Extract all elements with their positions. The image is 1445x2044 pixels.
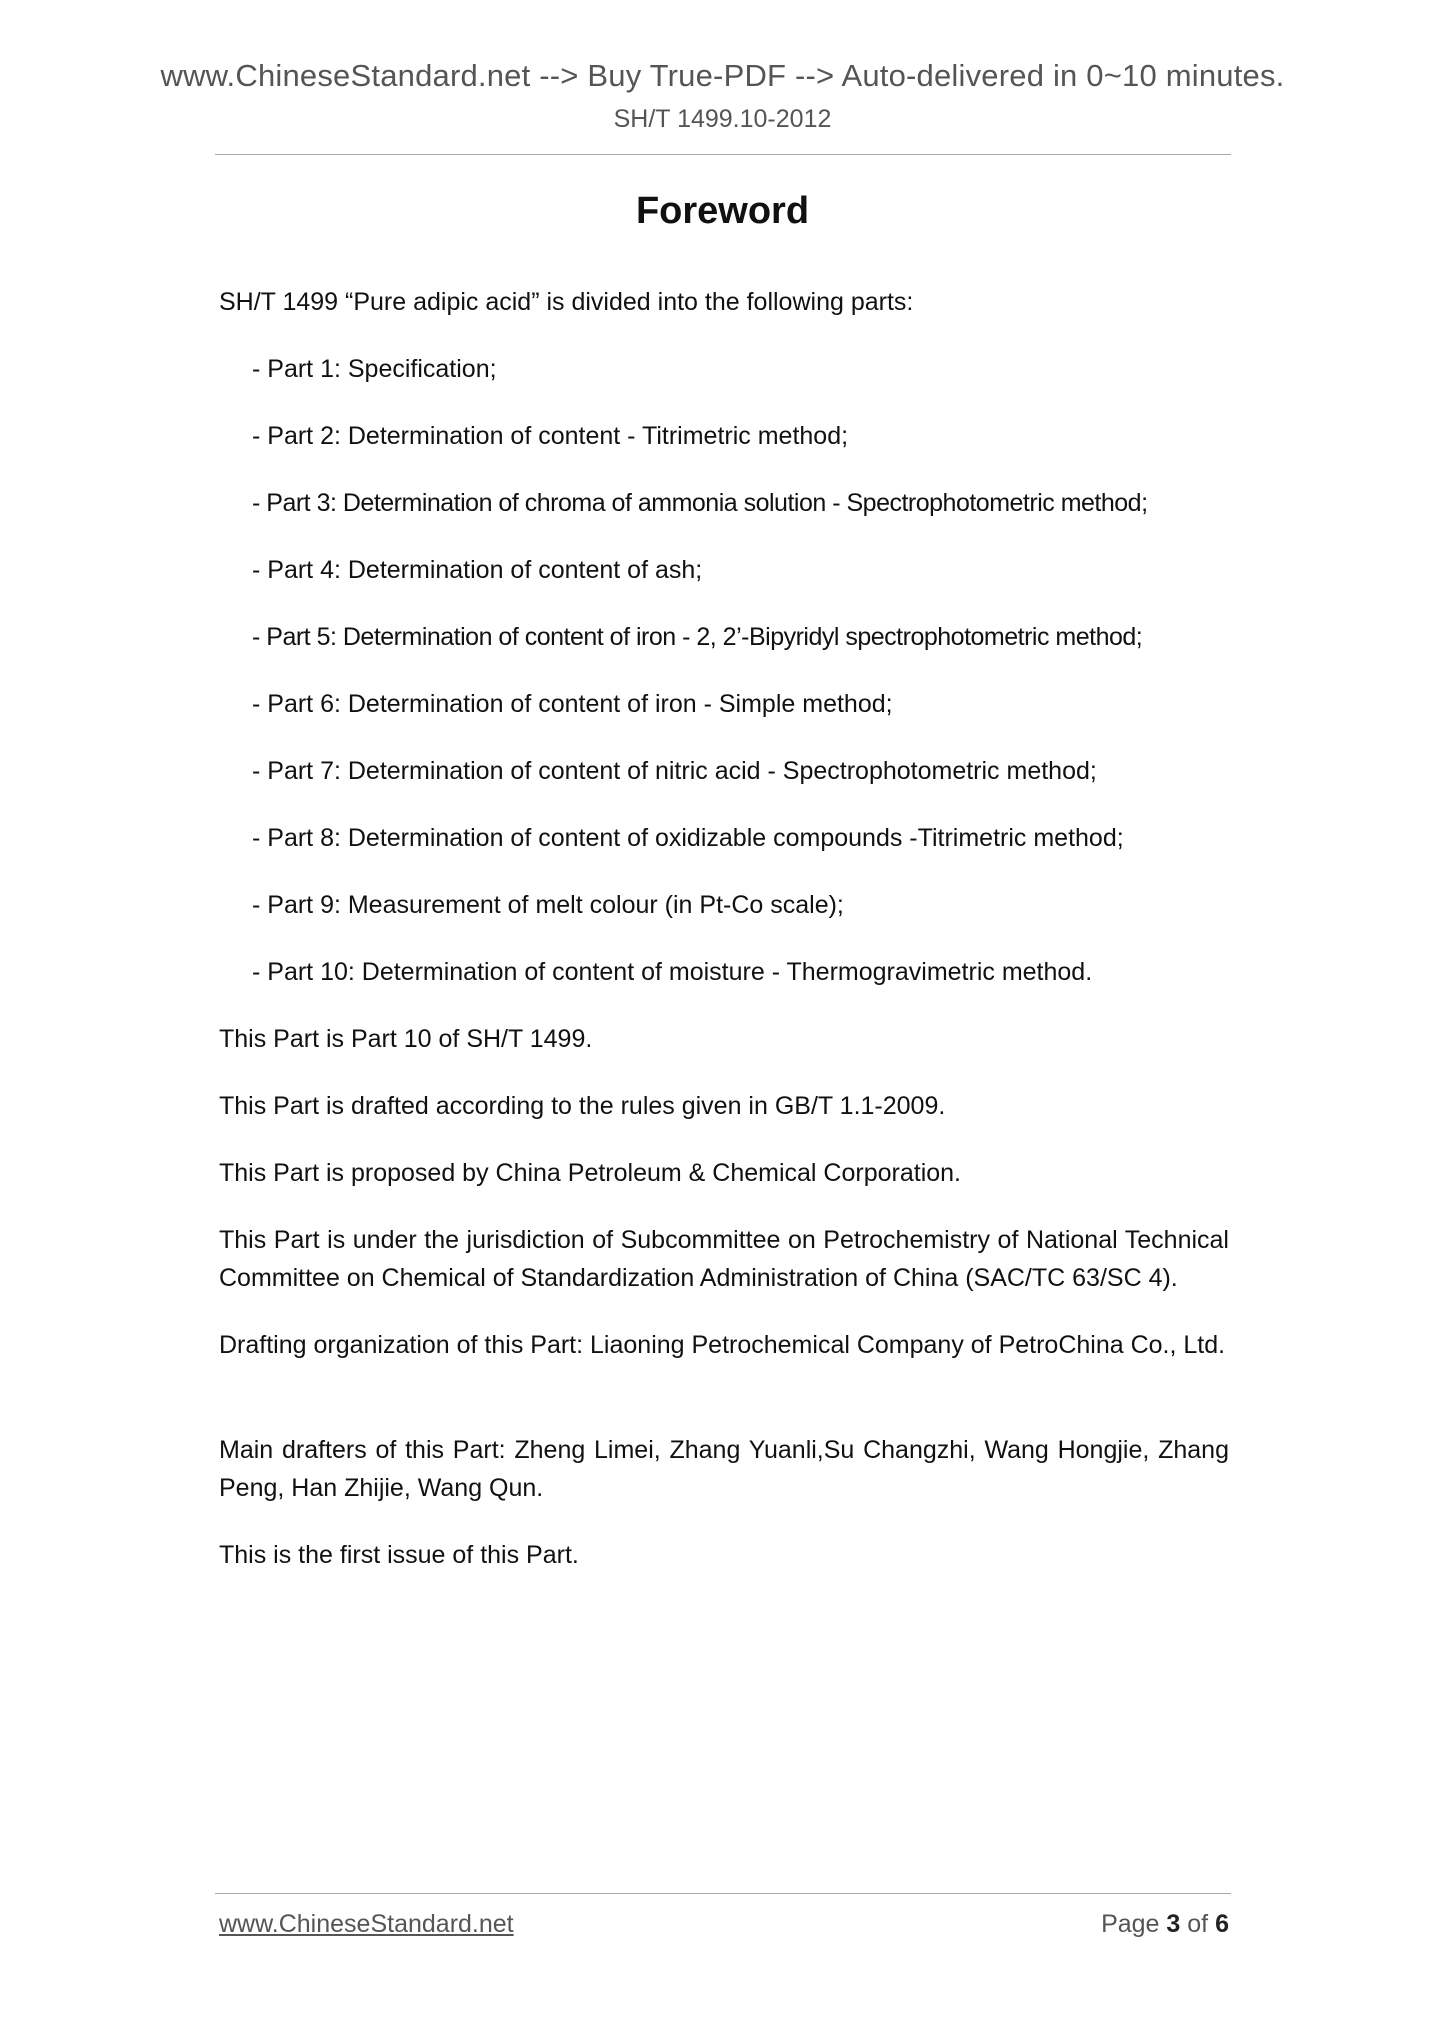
proposer-paragraph: This Part is proposed by China Petroleum & Chemical Corporation. — [219, 1159, 962, 1187]
page-current: 3 — [1166, 1910, 1181, 1938]
jurisdiction-paragraph: This Part is under the jurisdiction of Subcommittee on Petrochemistry of National Technical Committee on Chemical of Standardization Administration of China (SAC/TC 63/SC 4). — [219, 1226, 1229, 1292]
intro-paragraph: SH/T 1499 “Pure adipic acid” is divided into the following parts: — [219, 288, 914, 316]
list-item: - Part 2: Determination of content - Titrimetric method; — [252, 422, 849, 450]
footer-divider — [215, 1893, 1231, 1894]
page-number — [1101, 1910, 1229, 1939]
footer-site-link[interactable]: www.ChineseStandard.net — [219, 1910, 514, 1938]
page-header-banner: www.ChineseStandard.net --> Buy True-PDF --> Auto-delivered in 0~10 minutes. — [160, 58, 1285, 93]
standard-code: SH/T 1499.10-2012 — [613, 105, 832, 133]
drafting-rules-paragraph: This Part is drafted according to the rules given in GB/T 1.1-2009. — [219, 1092, 946, 1120]
issue-paragraph: This is the first issue of this Part. — [219, 1541, 579, 1569]
page-label: Page — [1101, 1910, 1160, 1938]
page-of: of — [1187, 1910, 1209, 1938]
list-item: - Part 10: Determination of content of moisture - Thermogravimetric method. — [252, 958, 1093, 986]
page-total: 6 — [1215, 1910, 1229, 1938]
list-item: - Part 7: Determination of content of nitric acid - Spectrophotometric method; — [252, 757, 1097, 785]
list-item: - Part 4: Determination of content of ash; — [252, 556, 703, 584]
list-item: - Part 8: Determination of content of oxidizable compounds -Titrimetric method; — [252, 824, 1124, 852]
list-item: - Part 3: Determination of chroma of ammonia solution - Spectrophotometric method; — [252, 489, 1148, 517]
page-title: Foreword — [635, 190, 810, 232]
drafting-organization-paragraph: Drafting organization of this Part: Liaoning Petrochemical Company of PetroChina Co., Ltd. — [219, 1331, 1226, 1359]
list-item: - Part 5: Determination of content of iron - 2, 2’-Bipyridyl spectrophotometric method; — [252, 623, 1143, 651]
list-item: - Part 9: Measurement of melt colour (in Pt-Co scale); — [252, 891, 844, 919]
header-divider — [215, 154, 1231, 155]
part-number-paragraph: This Part is Part 10 of SH/T 1499. — [219, 1025, 593, 1053]
list-item: - Part 1: Specification; — [252, 355, 497, 383]
list-item: - Part 6: Determination of content of iron - Simple method; — [252, 690, 893, 718]
main-drafters-paragraph: Main drafters of this Part: Zheng Limei, Zhang Yuanli,Su Changzhi, Wang Hongjie, Zhang Peng, Han Zhijie, Wang Qun. — [219, 1436, 1229, 1502]
